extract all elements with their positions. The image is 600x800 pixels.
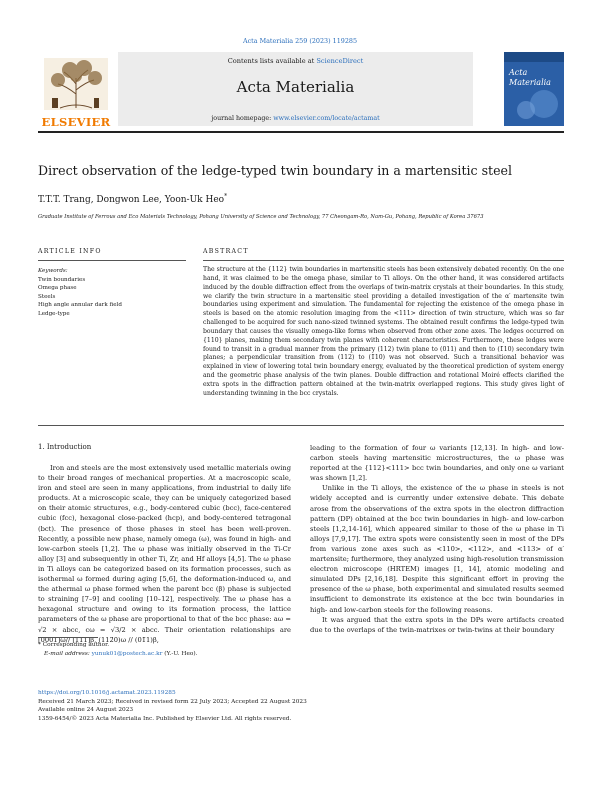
homepage-link[interactable]: www.elsevier.com/locate/actamat (273, 115, 380, 122)
abstract-heading: ABSTRACT (203, 248, 249, 255)
copyright-notice: 1359-6454/© 2023 Acta Materialia Inc. Published by Elsevier Ltd. All rights reserved. (38, 715, 292, 722)
homepage-prefix: journal homepage: (211, 115, 274, 122)
journal-header (38, 52, 564, 128)
body-paragraph: leading to the formation of four ω variants [12,13]. In high- and low-carbon steels having martensitic microstructures, the ω phase was reported at the {112}<111> bcc twin boundaries, and only one ω variant was shown [1,2]. (310, 444, 564, 483)
cover-title-line2: Materialia (509, 78, 551, 87)
contents-prefix: Contents lists available at (227, 57, 317, 65)
publication-info (38, 689, 564, 723)
journal-title: Acta Materialia (236, 78, 355, 96)
keyword-item: Omega phase (38, 285, 77, 292)
author-affiliation: Graduate Institute of Ferrous and Eco Materials Technology, Pohang University of Science and Technology, 77 Cheongam-Ro, Nam-Gu, Pohang, Republic of Korea 37673 (38, 214, 484, 220)
corresponding-footnote (38, 641, 291, 658)
sciencedirect-link[interactable]: ScienceDirect (316, 57, 364, 65)
body-column-left (38, 463, 291, 645)
journal-banner (118, 52, 473, 126)
homepage-line (118, 115, 473, 122)
article-title: Direct observation of the ledge-typed twin boundary in a martensitic steel (38, 163, 513, 178)
keyword-item: Twin boundaries (38, 277, 86, 283)
body-paragraph: It was argued that the extra spots in the DPs were artifacts created due to the overlaps of the twin-matrixes or twin-twins at their boundary (310, 615, 564, 634)
footnote-corresponding (38, 641, 291, 650)
cover-art (504, 52, 564, 126)
journal-citation[interactable]: Acta Materialia 259 (2023) 119285 (242, 37, 358, 45)
footnote-rule (38, 637, 98, 638)
footnote-email-line (38, 650, 291, 659)
journal-cover-thumbnail (504, 52, 564, 126)
cover-title-line1: Acta (509, 68, 528, 77)
article-info-heading: ARTICLE INFO (38, 248, 102, 255)
publisher-wordmark: ELSEVIER (41, 115, 111, 129)
doi-link[interactable]: https://doi.org/10.1016/j.actamat.2023.119285 (38, 690, 176, 696)
article-info-rule (38, 260, 186, 261)
online-date: Available online 24 August 2023 (38, 707, 134, 713)
publication-history: Received 21 March 2023; Received in revised form 22 July 2023; Accepted 22 August 2023 (38, 698, 307, 705)
contents-line (118, 57, 473, 65)
introduction-heading: 1. Introduction (38, 443, 92, 451)
keyword-item: Ledge-type (38, 310, 70, 317)
body-paragraph: Iron and steels are the most extensively used metallic materials owing to their broad ranges of mechanical properties. At a macroscopic scale, iron and steel are seen in many applications, from industrial to daily life products. At a microscopic scale, they can be uniquely categorized based on their atomic structures, e.g., body-centered cubic (bcc), face-centered cubic (fcc), hexagonal close-packed (hcp), and body-centered tetragonal (bct). The presence of those phases in steel has been well-proven. Recently, a possible new phase, namely omega (ω), was found in high- and low-carbon steels [1,2]. The ω phase was initially observed in the Ti-Cr alloy [3] and subsequently in other Ti, Zr, and Hf alloys [4,5]. The ω phase in Ti alloys can be categorized based on its formation processes, such as isothermal ω formed during aging [5,6], the deformation-induced ω, and the athermal ω phase formed when the parent bcc (β) phase is subjected to straining [7–9] and cooling [10–12], respectively. The ω phase has a hexagonal structure and owing to its formation process, the lattice parameters of the ω phase are proportional to that of the bcc phase: aω = √2 × abcc, cω = √3/2 × abcc. Their orientation relationships are [0001]ω// [111]β, (112̄0)ω // (01̄1)β, (38, 464, 291, 644)
keyword-list (38, 276, 178, 318)
footnote-mark: * (38, 642, 41, 648)
footnote-corresponding-text: Corresponding author. (42, 642, 110, 648)
email-suffix: (Y.-U. Heo). (162, 650, 198, 657)
header-divider (38, 131, 564, 133)
keyword-item: Steels (38, 293, 56, 300)
keyword-item: High angle annular dark field (38, 302, 122, 309)
elsevier-tree-logo (40, 54, 112, 122)
author-email-link[interactable]: yunuk01@postech.ac.kr (91, 650, 163, 657)
body-paragraph: Unlike in the Ti alloys, the existence of the ω phase in steels is not widely accepted and is currently under extensive debate. This debate arose from the observations of the extra spots in the electron diffraction pattern (DP) obtained at the bcc twin boundaries in high- and low-carbon steels [1,2,14-16], which appeared similar to those of the ω phase in Ti alloys [7,9,17]. The extra spots were consistently seen in most of the DPs from various zone axes such as <110>, <112>, and <113> of α′ martensite; furthermore, they analyzed using high-resolution transmission electron microscope (HRTEM) images [1, 14], atomic modeling and simulated DPs [2,16,18]. Despite this significant effort in proving the presence of the ω phase, both experimental and simulated results seemed insufficient to demonstrate its existence at the bcc twin boundaries in high- and low-carbon steels for the following reasons. (310, 484, 564, 614)
corresponding-author-mark[interactable]: * (224, 193, 228, 200)
author-names: T.T.T. Trang, Dongwon Lee, Yoon-Uk Heo (38, 195, 225, 205)
abstract-end-rule (38, 425, 564, 426)
body-column-right (310, 443, 564, 635)
keywords-label: Keywords: (38, 268, 68, 274)
abstract-text: The structure at the {112} twin boundaries in martensitic steels has been extensively debated recently. On the one hand, it was claimed to be the omega phase, similar to Ti alloys. On the other hand, it was considered artifacts induced by the double diffraction effect from the overlaps of twin-matrix crystals at their boundaries. In this study, we clarify the twin structure in a martensitic steel providing a detailed investigation of the α′ martensite twin boundaries using experiment and simulation. The fundamental for rejecting the existence of the omega phase in steels is based on the atomic resolution imaging from the <111> direction of twin structure, which was so far challenged to be acquired for such nano-sized twinned systems. The obtained result confirms the ledge-typed twin boundary that causes the visually omega-like forms when observed from other zone axes. The ledges occurred on {110} planes, making them secondary twin planes with coherent characteristics. Furthermore, these ledges were found to transit in a gradual manner from the primary (112) twin plane to (011) and then to (1̄10) secondary twin planes; a perpendicular transition from (112) to (1̄10) was not observed. Such a transitional behavior was explained in view of lowering total twin boundary energy, evaluated by the theoretical prediction of system energy and the geometric phase analysis of the twin planes. Double diffraction and rotational Moiré effects clarified the extra spots in the diffraction pattern obtained at the twin-matrix overlapped regions. This study gives light of understanding twinning in the bcc crystals. (203, 266, 564, 397)
author-list (38, 193, 564, 205)
email-label: E-mail address: (44, 650, 92, 657)
abstract-rule (203, 260, 564, 261)
